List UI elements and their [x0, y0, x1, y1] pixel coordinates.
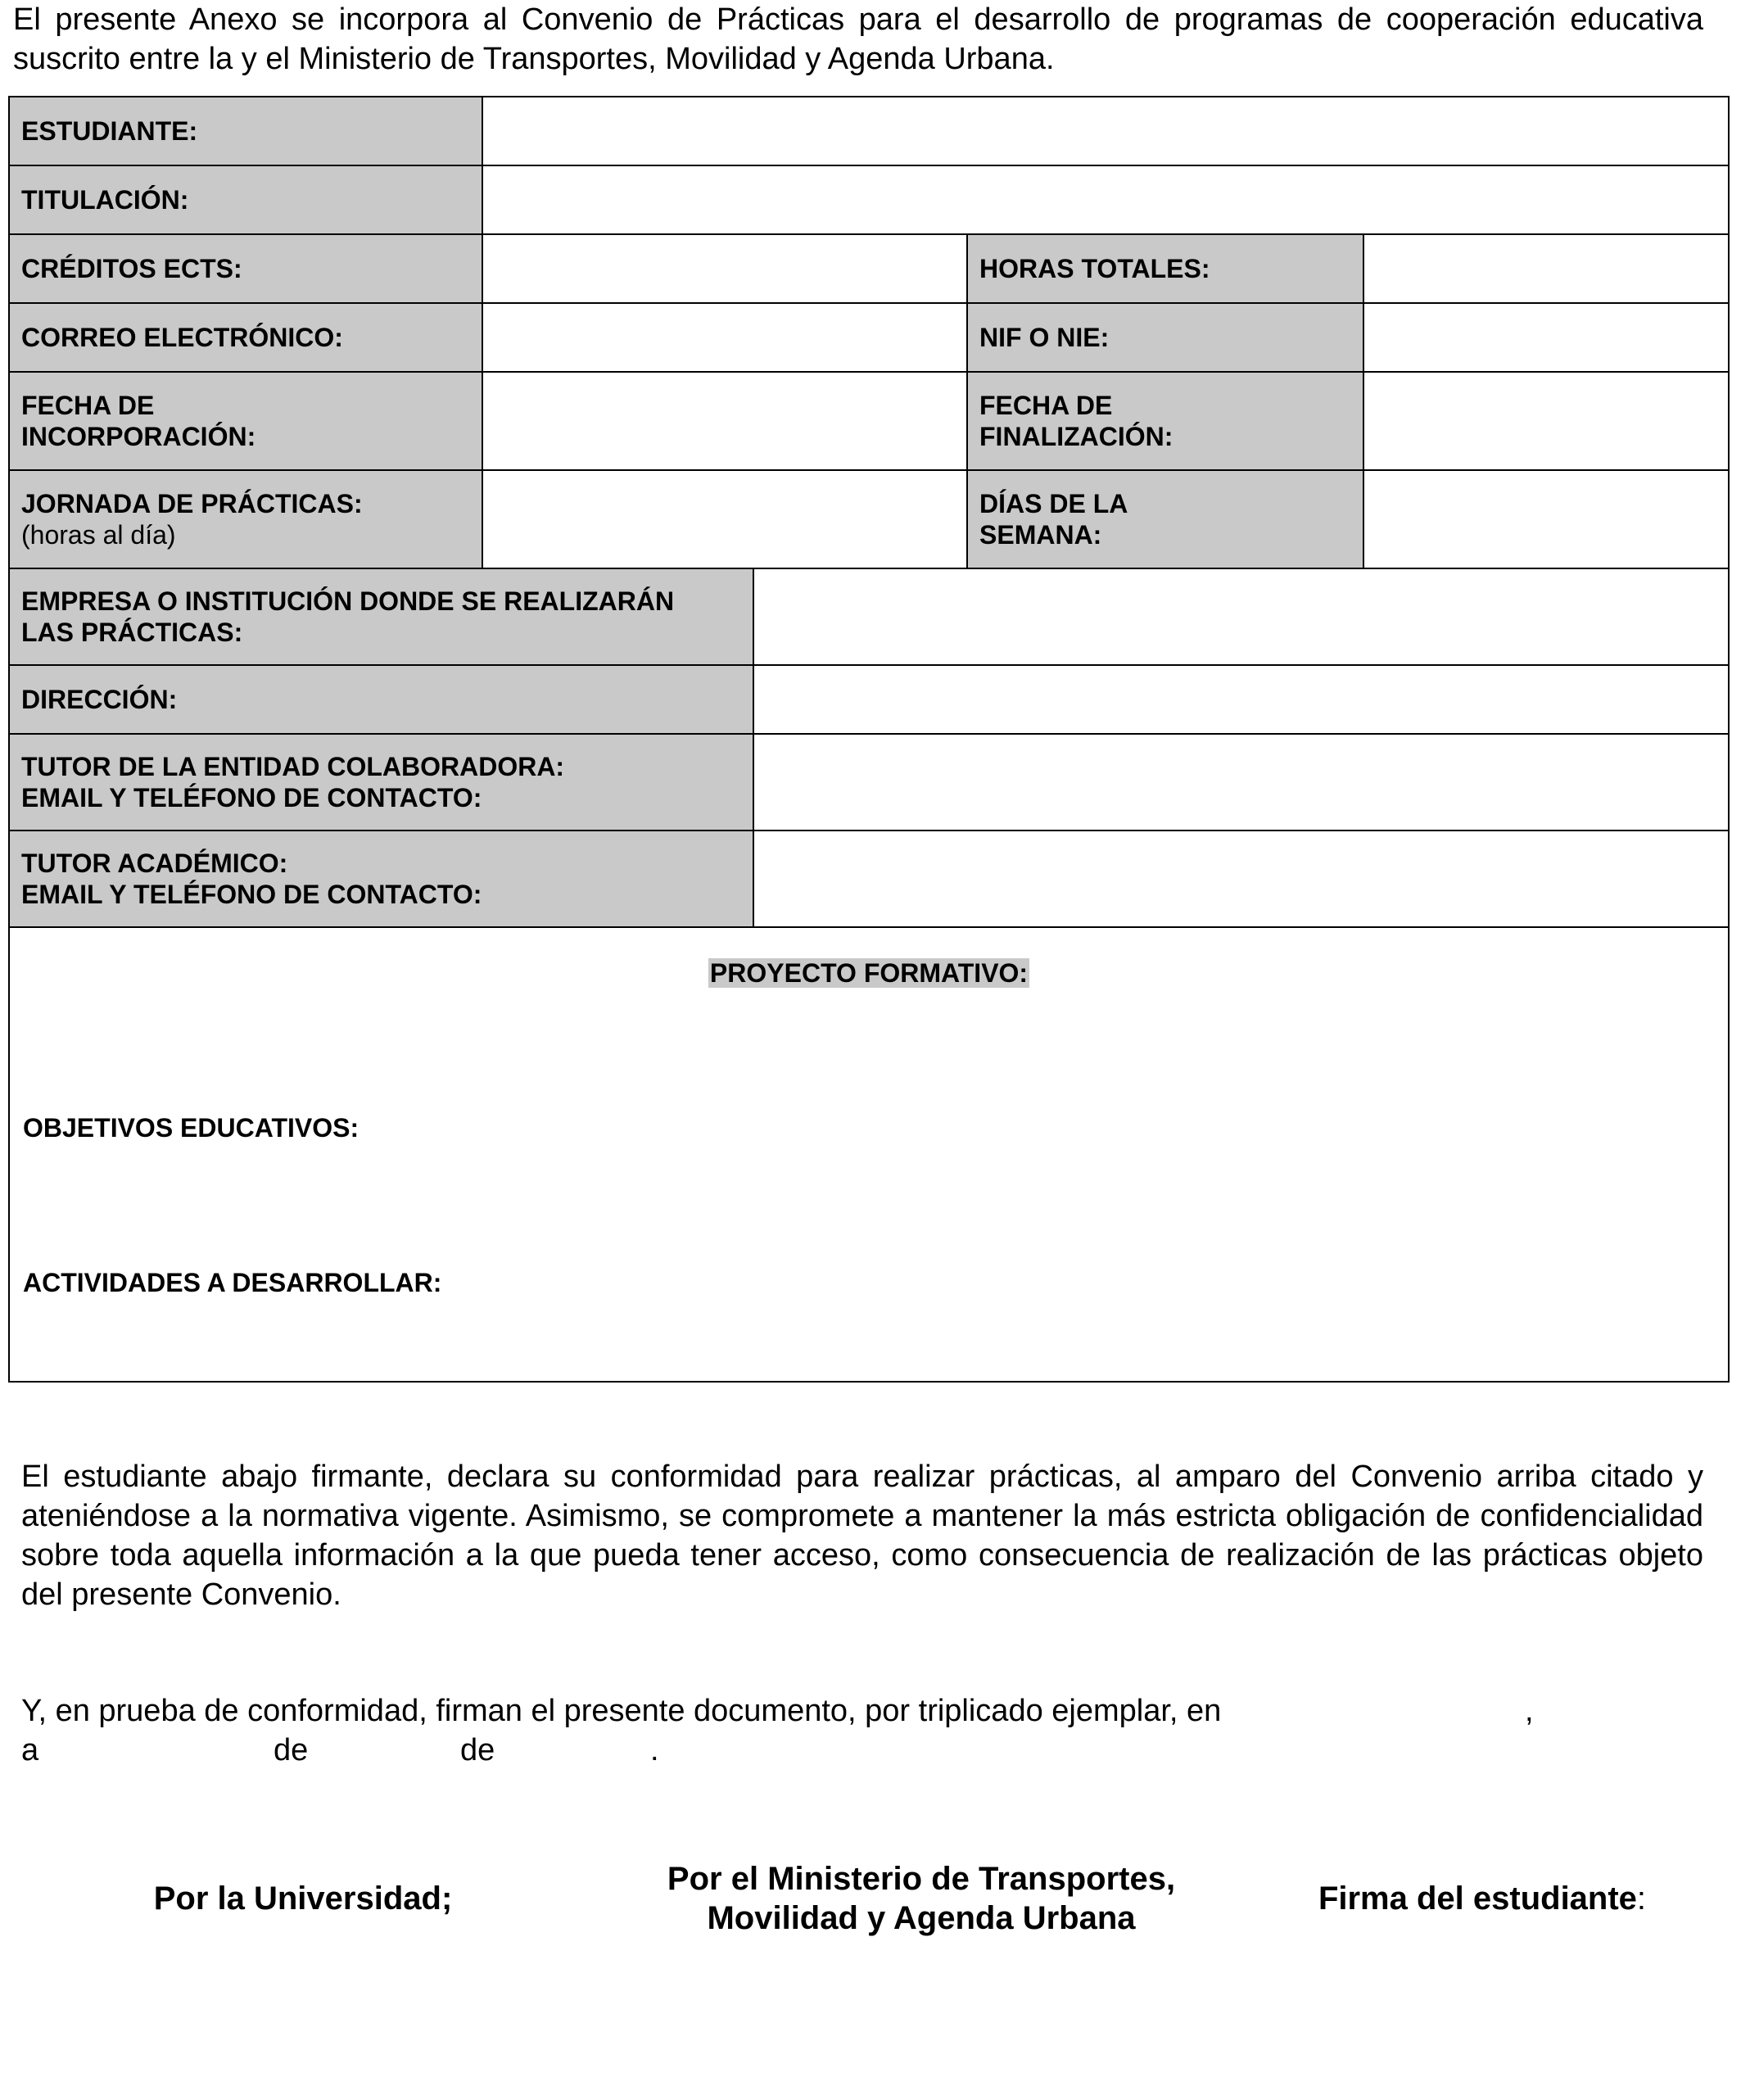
jornada-field[interactable] — [482, 470, 967, 568]
student-info-form — [8, 96, 1730, 1383]
proyecto-formativo-title: PROYECTO FORMATIVO: — [709, 958, 1029, 988]
date-de-2: de — [460, 1733, 495, 1767]
signature-ministerio-line1: Por el Ministerio de Transportes, — [667, 1861, 1176, 1897]
empresa-line2: LAS PRÁCTICAS: — [21, 618, 243, 647]
tutor-academico-line2: EMAIL Y TELÉFONO DE CONTACTO: — [21, 880, 482, 909]
dias-semana-label — [967, 470, 1363, 568]
date-de-1: de — [274, 1733, 309, 1767]
horas-totales-field[interactable] — [1363, 234, 1729, 303]
creditos-label: CRÉDITOS ECTS: — [9, 234, 482, 303]
tutor-academico-line1: TUTOR ACADÉMICO: — [21, 849, 288, 878]
fecha-incorporacion-field[interactable] — [482, 372, 967, 470]
date-a: a — [21, 1733, 39, 1767]
titulacion-field[interactable] — [482, 165, 1729, 234]
conformity-line1: Y, en prueba de conformidad, firman el presente documento, por triplicado ejemplar, en — [21, 1694, 1222, 1728]
tutor-entidad-field[interactable] — [753, 734, 1729, 830]
signature-ministerio-line2: Movilidad y Agenda Urbana — [707, 1900, 1136, 1936]
jornada-label — [9, 470, 482, 568]
date-period: . — [650, 1733, 659, 1767]
correo-label: CORREO ELECTRÓNICO: — [9, 303, 482, 372]
signature-estudiante-colon: : — [1636, 1880, 1647, 1917]
fecha-finalizacion-line2: FINALIZACIÓN: — [979, 422, 1173, 451]
fecha-incorporacion-line1: FECHA DE — [21, 391, 155, 420]
conformity-comma: , — [1525, 1694, 1534, 1728]
empresa-line1: EMPRESA O INSTITUCIÓN DONDE SE REALIZARÁN — [21, 586, 675, 616]
proyecto-formativo-section[interactable] — [9, 927, 1729, 1382]
tutor-academico-label — [9, 830, 753, 927]
signature-estudiante — [1277, 1879, 1687, 1918]
fecha-finalizacion-label — [967, 372, 1363, 470]
jornada-subtext: (horas al día) — [21, 520, 176, 550]
date-line — [21, 1731, 1708, 1770]
signature-estudiante-label: Firma del estudiante — [1318, 1880, 1637, 1917]
empresa-field[interactable] — [753, 568, 1729, 665]
estudiante-label: ESTUDIANTE: — [9, 97, 482, 165]
intro-paragraph: El presente Anexo se incorpora al Convenio de Prácticas para el desarrollo de programas de cooperación educativa suscrito entre la y el Ministerio de Transportes, Movilidad y Agenda Urbana. — [13, 2, 1703, 76]
signature-ministerio — [622, 1859, 1220, 1938]
tutor-entidad-line2: EMAIL Y TELÉFONO DE CONTACTO: — [21, 783, 482, 812]
nif-field[interactable] — [1363, 303, 1729, 372]
direccion-field[interactable] — [753, 665, 1729, 734]
dias-semana-line1: DÍAS DE LA — [979, 489, 1128, 518]
creditos-field[interactable] — [482, 234, 967, 303]
signature-universidad: Por la Universidad; — [153, 1880, 453, 1917]
objetivos-educativos-label: OBJETIVOS EDUCATIVOS: — [23, 1113, 360, 1143]
conformity-statement — [21, 1691, 1708, 1770]
dias-semana-line2: SEMANA: — [979, 520, 1102, 550]
empresa-label — [9, 568, 753, 665]
horas-totales-label: HORAS TOTALES: — [967, 234, 1363, 303]
estudiante-field[interactable] — [482, 97, 1729, 165]
titulacion-label: TITULACIÓN: — [9, 165, 482, 234]
tutor-entidad-line1: TUTOR DE LA ENTIDAD COLABORADORA: — [21, 752, 565, 781]
tutor-academico-field[interactable] — [753, 830, 1729, 927]
fecha-finalizacion-line1: FECHA DE — [979, 391, 1113, 420]
fecha-finalizacion-field[interactable] — [1363, 372, 1729, 470]
dias-semana-field[interactable] — [1363, 470, 1729, 568]
declaration-paragraph: El estudiante abajo firmante, declara su conformidad para realizar prácticas, al amparo del Convenio arriba citado y ateniéndose a la normativa vigente. Asimismo, se compromete a mantener la más estricta obligación de confidencialidad sobre toda aquella información a la que pueda tener acceso, como consecuencia de realización de las prácticas objeto del presente Convenio. — [21, 1460, 1703, 1612]
fecha-incorporacion-label — [9, 372, 482, 470]
direccion-label: DIRECCIÓN: — [9, 665, 753, 734]
correo-field[interactable] — [482, 303, 967, 372]
actividades-label: ACTIVIDADES A DESARROLLAR: — [23, 1268, 442, 1297]
tutor-entidad-label — [9, 734, 753, 830]
fecha-incorporacion-line2: INCORPORACIÓN: — [21, 422, 256, 451]
jornada-line1: JORNADA DE PRÁCTICAS: — [21, 489, 363, 518]
nif-label: NIF O NIE: — [967, 303, 1363, 372]
proyecto-formativo-title-row — [10, 957, 1728, 989]
